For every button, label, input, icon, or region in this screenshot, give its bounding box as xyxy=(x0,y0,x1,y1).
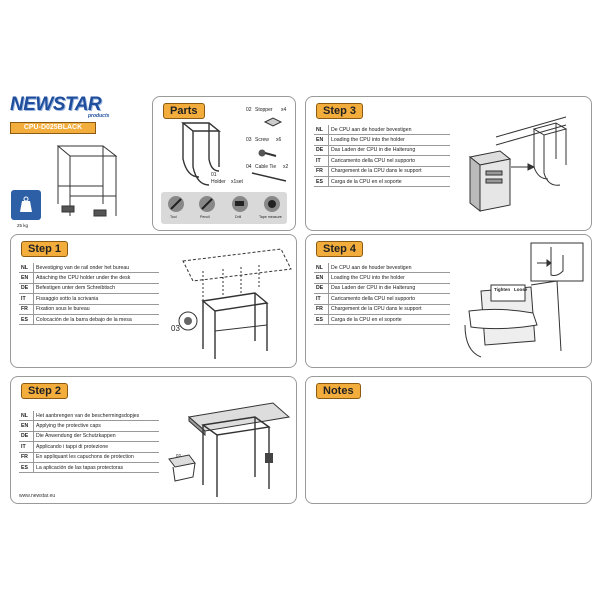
table-row: IT Caricamento della CPU nel supporto xyxy=(314,156,450,166)
part-03-qty: x6 xyxy=(276,137,282,143)
table-row: EN Loading the CPU into the holder xyxy=(314,135,450,145)
step4-illustration xyxy=(461,241,586,361)
product-sketch xyxy=(48,134,128,224)
table-row: IT Applicando i tappi di protezione xyxy=(19,442,159,452)
tape-measure-icon xyxy=(263,195,281,213)
step2-instructions xyxy=(19,411,159,473)
parts-title: Parts xyxy=(163,103,205,119)
step4-instructions xyxy=(314,263,450,325)
step2-illustration xyxy=(163,389,293,499)
step4-panel xyxy=(305,234,592,368)
step3-instructions xyxy=(314,125,450,187)
step1-title: Step 1 xyxy=(21,241,68,257)
table-row: IT Caricamento della CPU nel supporto xyxy=(314,294,450,304)
table-row: FR Chargement de la CPU dans le support xyxy=(314,304,450,314)
weight-icon xyxy=(11,190,41,220)
drill-icon xyxy=(231,195,249,213)
table-row: FR Chargement de la CPU dans le support xyxy=(314,166,450,176)
part-03-num: 03 xyxy=(246,137,252,143)
tool-label: Tool xyxy=(170,215,177,219)
table-row: DE Die Anwendung der Schutzkappen xyxy=(19,431,159,441)
table-row: DE Das Laden der CPU in die Halterung xyxy=(314,283,450,293)
weight-label: 25 kg xyxy=(17,223,29,228)
step2-callout-number: 02 xyxy=(176,453,182,458)
holder-drawing xyxy=(175,119,235,189)
pencil-icon xyxy=(198,195,216,213)
table-row: ES Colocación de la barra debajo de la mesa xyxy=(19,314,159,324)
step1-instructions xyxy=(19,263,159,325)
table-row: IT Fissaggio sotto la scrivania xyxy=(19,294,159,304)
cable-tie-icon xyxy=(250,171,290,183)
part-04-name: Cable Tie xyxy=(255,164,277,170)
notes-title: Notes xyxy=(316,383,361,399)
table-row: ES Carga de la CPU en el soporte xyxy=(314,176,450,186)
screw-icon xyxy=(258,147,278,161)
table-row: NL Bevestiging van de rail onder het bureau xyxy=(19,263,159,273)
step1-callout-number: 03 xyxy=(171,324,180,333)
pencil-label: Pencil xyxy=(200,215,210,219)
parts-panel xyxy=(152,96,296,231)
table-row: DE Das Laden der CPU in die Halterung xyxy=(314,145,450,155)
table-row: ES Carga de la CPU en el soporte xyxy=(314,314,450,324)
tool-icon xyxy=(167,195,185,213)
part-01-num: 01 xyxy=(211,172,217,178)
step3-panel xyxy=(305,96,592,231)
table-row: EN Applying the protective caps xyxy=(19,421,159,431)
part-01-name: Holder xyxy=(211,179,226,185)
table-row: EN Attaching the CPU holder under the desk xyxy=(19,273,159,283)
step1-panel xyxy=(10,234,297,368)
notes-panel xyxy=(305,376,592,504)
stopper-icon xyxy=(263,116,283,128)
part-02-name: Stopper xyxy=(255,107,273,113)
step1-illustration xyxy=(163,241,293,361)
table-row: FR En appliquant les capuchons de protection xyxy=(19,452,159,462)
part-03-name: Screw xyxy=(255,137,269,143)
table-row: EN Loading the CPU into the holder xyxy=(314,273,450,283)
table-row: NL De CPU aan de houder bevestigen xyxy=(314,125,450,135)
loose-label: Loose xyxy=(514,287,528,292)
brand-tagline: products xyxy=(88,113,110,119)
brand-area xyxy=(8,92,148,232)
table-row: DE Befestigen unter dem Schreibtisch xyxy=(19,283,159,293)
tighten-label: Tighten xyxy=(494,287,511,292)
step2-panel xyxy=(10,376,297,504)
part-01-qty: x1set xyxy=(231,179,243,185)
brand-logo: NEWSTAR xyxy=(10,94,102,115)
table-row: NL Het aanbrengen van de beschermingsdopjes xyxy=(19,411,159,421)
tape-measure-label: Tape measure xyxy=(259,215,282,219)
part-02-num: 02 xyxy=(246,107,252,113)
step3-illustration xyxy=(456,107,586,217)
part-04-num: 04 xyxy=(246,164,252,170)
model-label: CPU-D025BLACK xyxy=(10,122,96,134)
drill-label: Drill xyxy=(235,215,242,219)
table-row: ES La aplicación de las tapas protectoras xyxy=(19,462,159,472)
step2-title: Step 2 xyxy=(21,383,68,399)
table-row: FR Fixation sous le bureau xyxy=(19,304,159,314)
website-link[interactable]: www.newstar.eu xyxy=(19,493,56,499)
step4-title: Step 4 xyxy=(316,241,363,257)
step3-title: Step 3 xyxy=(316,103,363,119)
table-row: NL De CPU aan de houder bevestigen xyxy=(314,263,450,273)
part-04-qty: x2 xyxy=(283,164,289,170)
part-02-qty: x4 xyxy=(281,107,287,113)
